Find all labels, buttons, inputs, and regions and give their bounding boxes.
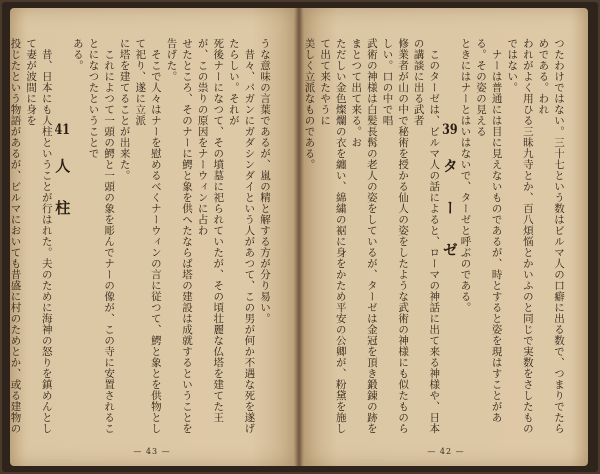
section-number: 41 — [54, 123, 70, 137]
text-line: うな意味の言葉であるが、嵐の精と解する方が分り易い。 — [259, 38, 271, 324]
text-line: つたわけではない。三十七という数はビルマ人の口癖に出る数で、つまりでたらめである。われ — [537, 38, 565, 434]
open-book — [2, 2, 598, 472]
section-heading-41 — [54, 38, 70, 438]
page-42-text — [304, 38, 566, 438]
text-line: これによつて一頭の鰐と一頭の象を彫んでナーの像が、この寺に安置されることになつたということで — [87, 38, 116, 434]
text-line: ただしい金色燦爛の衣を纏い、綿繍の裾に身をかため平安の公卿が、粉黛を施して出て来たやうに — [319, 38, 347, 434]
text-line: ナーは普通には目に見えないものであるが、時とすると姿を現はすことがある。その姿の見える — [475, 38, 503, 423]
text-line: 修業者が山の中で秘術を授かる仙人の姿をしたような武術の神様にも似たものらしい。口の中で唱 — [381, 38, 410, 434]
text-line: このターゼは、ビルマ人の話によると、ローマの神話に出て来る神様や、日本の講談に出る武者 — [412, 38, 441, 434]
text-line: に塔を建てることが出来た。 — [118, 38, 131, 181]
text-line: 昔、日本にも人柱ということが行はれた。夫のために海神の怒りを鎮めんとして妻が波間に身を — [25, 38, 53, 434]
page-number: — 43 — — [133, 447, 171, 456]
page-42 — [304, 8, 588, 466]
text-line: ある。 — [71, 38, 84, 71]
text-line: 美しく立派なものである。 — [304, 38, 316, 170]
text-line: 死後ナーになつて、その墳墓に祀られていたが、その頃壮麗な仏塔を建てた王が、この祟りの原因をナーウィンに占わ — [196, 38, 225, 423]
page-43 — [10, 8, 294, 466]
text-line: 昔々、パガンにガダシンダイという人があつて、この男が何か不遇な死を遂げたらしい。それが — [227, 38, 256, 434]
book-gutter — [294, 8, 304, 466]
page-number: — 42 — — [427, 447, 465, 456]
text-line: 投じたという物語があるが、ビルマにおいても昔盛に村のためとか、或る建物の — [10, 38, 22, 434]
text-line: われがよく用ひる三昧九寺とか、百八煩悩とかいふのと同じで実数をさしたものではない。 — [506, 38, 534, 434]
text-line: せたところ、そのナーに鰐と象を供へたならば塔の建設は成就するということを告げた。 — [165, 38, 194, 434]
section-heading-39 — [441, 38, 457, 438]
section-title: タ ー ゼ — [440, 158, 459, 263]
text-line: 武術の神様は白髪長髯の老人の姿をしているが、ターゼは金冠を頂き鍛錬の跡をまとつて出て来る。お — [350, 38, 378, 434]
text-line: ときにはナーとはいはないで、ターゼと呼ぶのである。 — [459, 38, 472, 313]
section-number: 39 — [442, 123, 458, 137]
page-43-text — [10, 38, 272, 438]
text-line: そこで人々はナーを慰めるべくナーウィンの言に従つて、鰐と象とを供物として祀り、遂に立派 — [134, 38, 162, 434]
section-title: 人 柱 — [53, 158, 72, 221]
